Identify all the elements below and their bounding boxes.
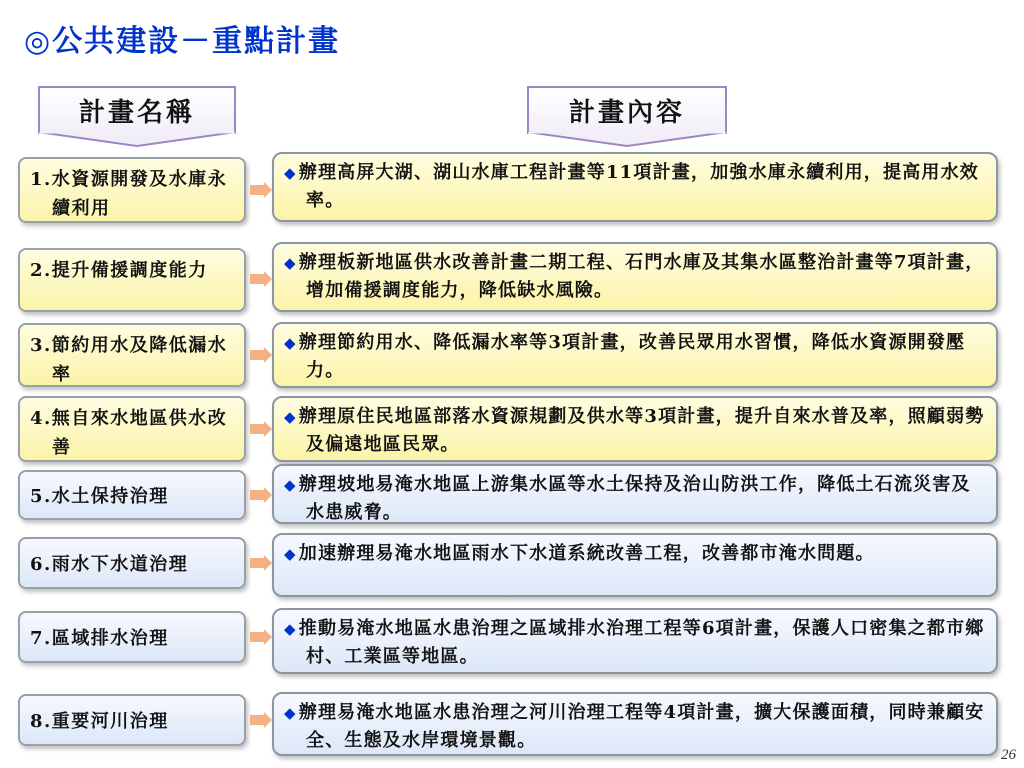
connector-arrow-2 — [250, 271, 272, 287]
plan-name-2 — [18, 248, 246, 312]
page-number: 26 — [1001, 747, 1016, 763]
plan-content-3-text: 辦理節約用水、降低漏水率等3項計畫，改善民眾用水習慣，降低水資源開發壓力。 — [298, 332, 966, 381]
plan-name-4 — [18, 396, 246, 462]
plan-content-6 — [272, 533, 998, 597]
plan-name-4-text: 4.無自來水地區供水改善 — [30, 408, 228, 458]
header-plan-name-label: 計畫名稱 — [78, 98, 195, 128]
diamond-bullet-icon: ◆ — [284, 408, 297, 426]
connector-arrow-3 — [250, 347, 272, 363]
plan-content-1 — [272, 152, 998, 222]
header-plan-content-label: 計畫內容 — [568, 98, 685, 128]
plan-content-6-text: 加速辦理易淹水地區雨水下水道系統改善工程，改善都市淹水問題。 — [298, 543, 875, 564]
plan-content-5-text: 辦理坡地易淹水地區上游集水區等水土保持及治山防洪工作，降低土石流災害及水患威脅。 — [298, 474, 971, 523]
plan-content-3 — [272, 322, 998, 388]
plan-name-1 — [18, 157, 246, 223]
plan-name-5-text: 5.水土保持治理 — [30, 485, 169, 507]
plan-content-5 — [272, 464, 998, 524]
plan-name-6 — [18, 537, 246, 589]
plan-name-8-text: 8.重要河川治理 — [30, 710, 169, 732]
diamond-bullet-icon: ◆ — [284, 334, 297, 352]
diamond-bullet-icon: ◆ — [284, 620, 297, 638]
diamond-bullet-icon: ◆ — [284, 254, 297, 272]
plan-name-3-text: 3.節約用水及降低漏水率 — [30, 335, 228, 385]
plan-content-2-text: 辦理板新地區供水改善計畫二期工程、石門水庫及其集水區整治計畫等7項計畫，增加備援調度能力，降低缺水風險。 — [298, 252, 985, 301]
page-title: ◎公共建設－重點計畫 — [24, 24, 341, 59]
plan-name-7 — [18, 611, 246, 663]
plan-content-2 — [272, 242, 998, 312]
header-plan-content — [527, 86, 727, 134]
connector-arrow-7 — [250, 629, 272, 645]
plan-name-2-text: 2.提升備援調度能力 — [30, 260, 208, 281]
plan-name-7-text: 7.區域排水治理 — [30, 627, 169, 649]
plan-content-1-text: 辦理高屏大湖、湖山水庫工程計畫等11項計畫，加強水庫永續利用，提高用水效率。 — [298, 162, 979, 211]
diamond-bullet-icon: ◆ — [284, 164, 297, 182]
connector-arrow-5 — [250, 487, 272, 503]
plan-content-4 — [272, 396, 998, 462]
connector-arrow-8 — [250, 712, 272, 728]
plan-content-7-text: 推動易淹水地區水患治理之區域排水治理工程等6項計畫，保護人口密集之都市鄉村、工業區等地區。 — [298, 618, 985, 667]
plan-content-7 — [272, 608, 998, 674]
connector-arrow-1 — [250, 182, 272, 198]
header-plan-name — [38, 86, 236, 134]
connector-arrow-6 — [250, 555, 272, 571]
diamond-bullet-icon: ◆ — [284, 704, 297, 722]
plan-name-8 — [18, 694, 246, 746]
plan-name-1-text: 1.水資源開發及水庫永續利用 — [30, 169, 228, 219]
plan-name-3 — [18, 323, 246, 387]
plan-name-6-text: 6.雨水下水道治理 — [30, 553, 189, 575]
plan-content-8-text: 辦理易淹水地區水患治理之河川治理工程等4項計畫，擴大保護面積，同時兼顧安全、生態及水岸環境景觀。 — [298, 702, 985, 751]
diamond-bullet-icon: ◆ — [284, 545, 297, 563]
plan-content-8 — [272, 692, 998, 756]
plan-content-4-text: 辦理原住民地區部落水資源規劃及供水等3項計畫，提升自來水普及率，照顧弱勢及偏遠地區民眾。 — [298, 406, 985, 455]
plan-name-5 — [18, 470, 246, 520]
connector-arrow-4 — [250, 421, 272, 437]
diamond-bullet-icon: ◆ — [284, 476, 297, 494]
